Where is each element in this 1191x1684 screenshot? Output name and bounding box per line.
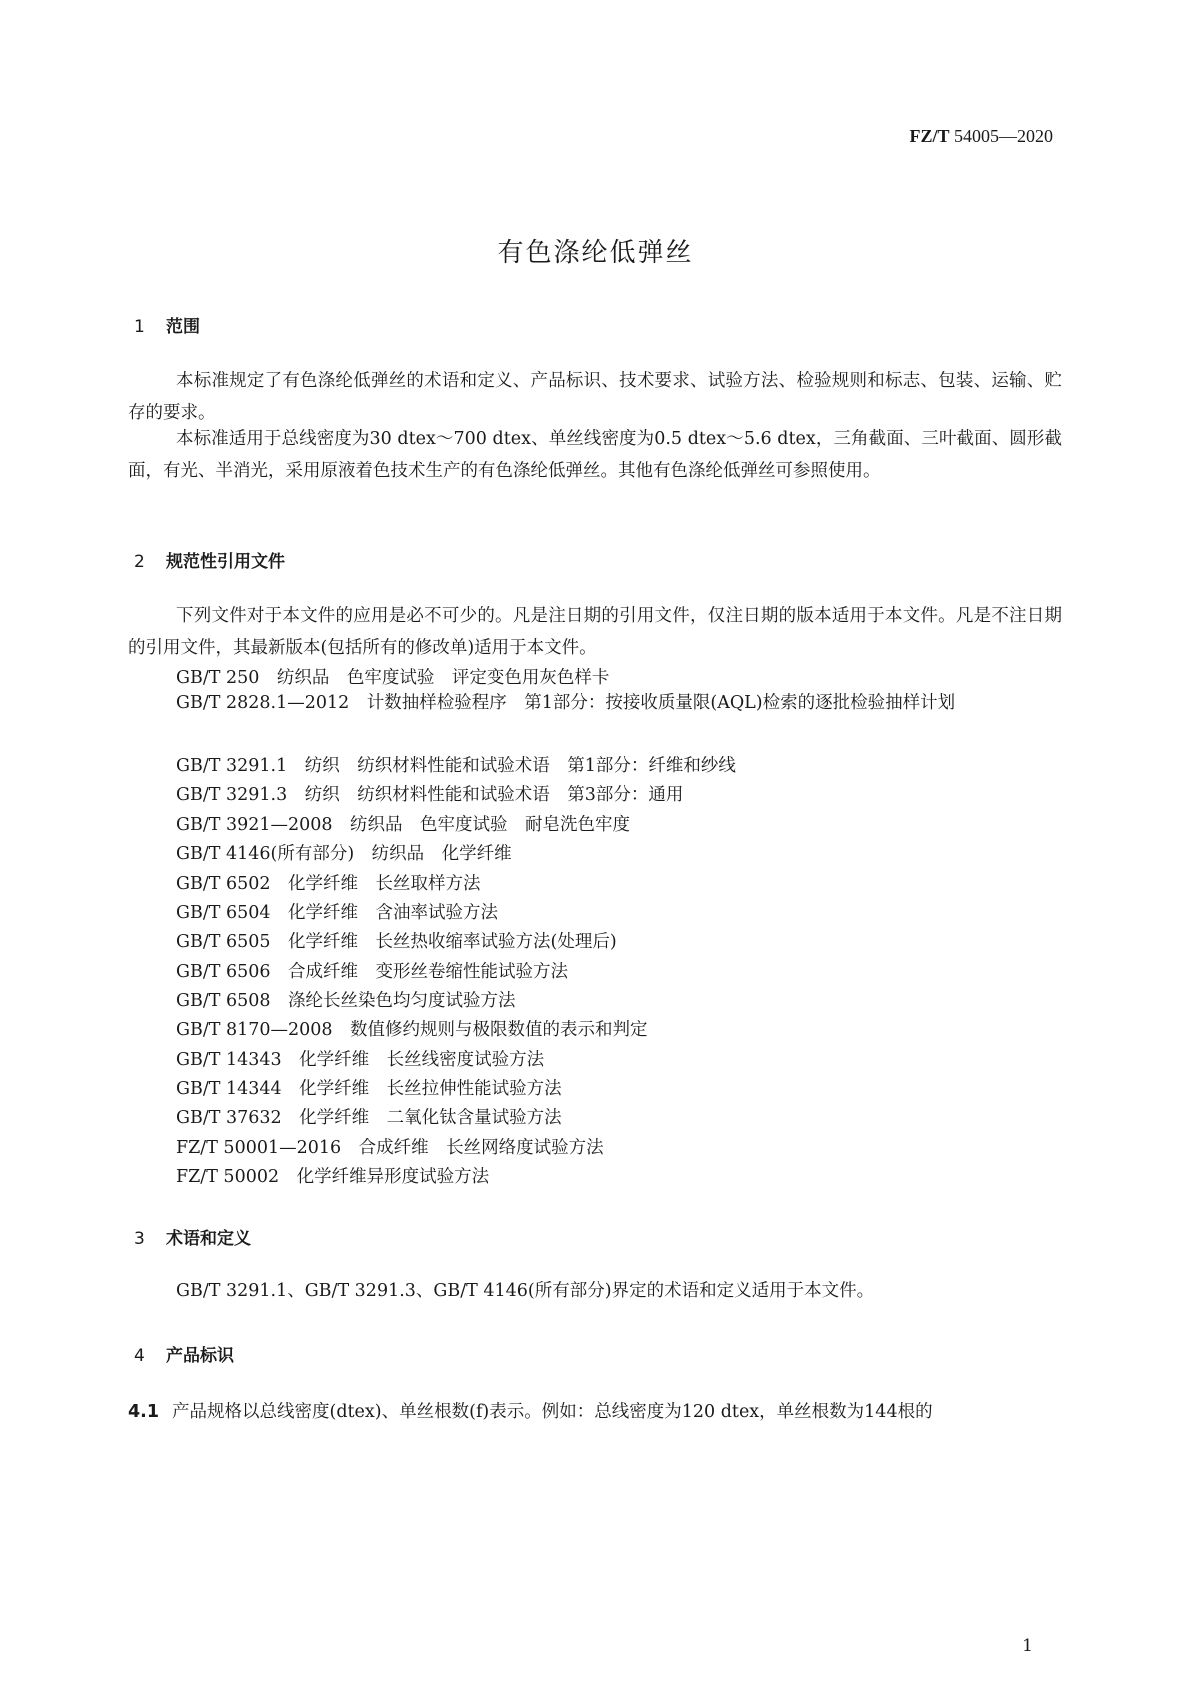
section-heading-terms <box>134 1224 251 1249</box>
section-title: 范围 <box>166 317 200 337</box>
section-heading-normative <box>134 547 285 572</box>
reference-item: GB/T 14343 化学纤维 长丝线密度试验方法 <box>176 1050 545 1070</box>
section-number: 4 <box>134 1346 145 1366</box>
reference-item: FZ/T 50001—2016 合成纤维 长丝网络度试验方法 <box>176 1138 604 1158</box>
section-title: 术语和定义 <box>166 1229 251 1249</box>
reference-item: GB/T 6504 化学纤维 含油率试验方法 <box>176 903 499 923</box>
reference-item: FZ/T 50002 化学纤维异形度试验方法 <box>176 1167 490 1187</box>
reference-item: GB/T 3921—2008 纺织品 色牢度试验 耐皂洗色牢度 <box>176 815 631 835</box>
reference-item: GB/T 2828.1—2012 计数抽样检验程序 第1部分：按接收质量限(AQL)检索的逐批检验抽样计划 <box>176 693 956 713</box>
standard-code-prefix: FZ/T <box>909 126 950 146</box>
reference-item: GB/T 6508 涤纶长丝染色均匀度试验方法 <box>176 991 516 1011</box>
normative-intro: 下列文件对于本文件的应用是必不可少的。凡是注日期的引用文件，仅注日期的版本适用于本文件。凡是不注日期的引用文件，其最新版本(包括所有的修改单)适用于本文件。 <box>128 606 1062 658</box>
reference-item: GB/T 6505 化学纤维 长丝热收缩率试验方法(处理后) <box>176 932 617 952</box>
section-title: 规范性引用文件 <box>166 552 285 572</box>
clause-text: 产品规格以总线密度(dtex)、单丝根数(f)表示。例如：总线密度为120 dtex，单丝根数为144根的 <box>172 1402 933 1422</box>
page-number: 1 <box>1022 1636 1033 1656</box>
standard-code <box>909 126 1053 147</box>
reference-item: GB/T 4146(所有部分) 纺织品 化学纤维 <box>176 844 512 864</box>
section-number: 2 <box>134 552 145 572</box>
reference-item: GB/T 6502 化学纤维 长丝取样方法 <box>176 874 481 894</box>
reference-item: GB/T 6506 合成纤维 变形丝卷缩性能试验方法 <box>176 962 569 982</box>
reference-item: GB/T 37632 化学纤维 二氧化钛含量试验方法 <box>176 1108 562 1128</box>
section-heading-scope <box>134 312 200 337</box>
document-title: 有色涤纶低弹丝 <box>497 238 694 268</box>
section-heading-marking <box>134 1341 234 1366</box>
terms-paragraph: GB/T 3291.1、GB/T 3291.3、GB/T 4146(所有部分)界定的术语和定义适用于本文件。 <box>176 1281 875 1301</box>
section-number: 1 <box>134 317 145 337</box>
scope-paragraph-2: 本标准适用于总线密度为30 dtex～700 dtex、单丝线密度为0.5 dtex～5.6 dtex，三角截面、三叶截面、圆形截面，有光、半消光，采用原液着色技术生产的有色涤纶低弹丝。其他有色涤纶低弹丝可参照使用。 <box>128 429 1062 481</box>
reference-item: GB/T 14344 化学纤维 长丝拉伸性能试验方法 <box>176 1079 562 1099</box>
clause-4-1 <box>128 1398 1062 1423</box>
standard-code-number: 54005—2020 <box>949 126 1053 146</box>
reference-item: GB/T 3291.1 纺织 纺织材料性能和试验术语 第1部分：纤维和纱线 <box>176 756 736 776</box>
reference-item: GB/T 3291.3 纺织 纺织材料性能和试验术语 第3部分：通用 <box>176 785 684 805</box>
section-title: 产品标识 <box>166 1346 234 1366</box>
section-number: 3 <box>134 1229 145 1249</box>
reference-item: GB/T 250 纺织品 色牢度试验 评定变色用灰色样卡 <box>176 668 610 688</box>
clause-number: 4.1 <box>128 1402 160 1422</box>
scope-paragraph-1: 本标准规定了有色涤纶低弹丝的术语和定义、产品标识、技术要求、试验方法、检验规则和标志、包装、运输、贮存的要求。 <box>128 371 1062 423</box>
reference-item: GB/T 8170—2008 数值修约规则与极限数值的表示和判定 <box>176 1020 648 1040</box>
